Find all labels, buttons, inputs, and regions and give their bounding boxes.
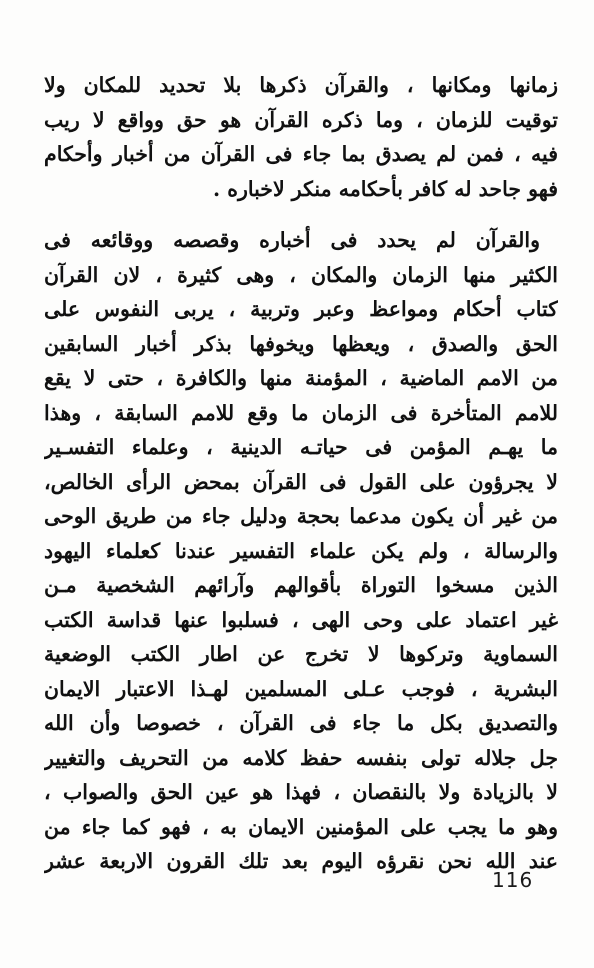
paragraph-2 bbox=[44, 223, 558, 879]
text-line: جل جلاله تولى بنفسه حفظ كلامه من التحريف والتغيير bbox=[44, 745, 558, 770]
text-line: الكثير منها الزمان والمكان ، وهى كثيرة ، لان القرآن bbox=[44, 262, 558, 287]
text-line: والقرآن لم يحدد فى أخباره وقصصه ووقائعه فى bbox=[44, 228, 540, 252]
text-line: عند الله نحن نقرؤه اليوم بعد تلك القرون الاربعة عشر bbox=[44, 849, 558, 873]
text-line: زمانها ومكانها ، والقرآن ذكرها بلا تحديد للمكان ولا bbox=[44, 73, 558, 97]
text-line: وهو ما يجب على المؤمنين الايمان به ، فهو كما جاء من bbox=[44, 814, 558, 839]
text-line: للامم المتأخرة فى الزمان ما وقع للامم السابقة ، وهذا bbox=[44, 400, 558, 425]
text-line: السماوية وتركوها لا تخرج عن اطار الكتب الوضعية bbox=[44, 642, 558, 666]
text-line: توقيت للزمان ، وما ذكره القرآن هو حق وواقع لا ريب bbox=[44, 107, 558, 132]
text-line: والرسالة ، ولم يكن علماء التفسير عندنا كعلماء اليهود bbox=[44, 538, 558, 563]
text-line: غير اعتماد على وحى الهى ، فسلبوا عنها قداسة الكتب bbox=[44, 607, 558, 632]
text-line: الذين مسخوا التوراة بأقوالهم وآرائهم الشخصية مـن bbox=[44, 573, 558, 597]
text-line: والتصديق بكل ما جاء فى القرآن ، خصوصا وأن الله bbox=[44, 711, 558, 735]
text-line: لا يجرؤون على القول فى القرآن بمحض الرأى الخالص، bbox=[44, 469, 558, 494]
paragraph-1 bbox=[44, 68, 558, 206]
text-line: كتاب أحكام ومواعظ وعبر وتربية ، يربى النفوس على bbox=[44, 297, 558, 321]
text-line: البشرية ، فوجب عـلى المسلمين لهـذا الاعتبار الايمان bbox=[44, 676, 558, 701]
text-line: من غير أن يكون مدعما بحجة ودليل جاء من طريق الوحى bbox=[44, 504, 558, 528]
text-line: الحق والصدق ، ويعظها ويخوفها بذكر أخبار السابقين bbox=[44, 331, 558, 356]
text-line: من الامم الماضية ، المؤمنة منها والكافرة ، حتى لا يقع bbox=[44, 366, 558, 390]
page-number: 116 bbox=[492, 868, 534, 892]
text-line: فهو جاحد له كافر بأحكامه منكر لاخباره . bbox=[212, 176, 558, 201]
text-line: فيه ، فمن لم يصدق بما جاء فى القرآن من أخبار وأحكام bbox=[44, 142, 558, 166]
text-line: ما يهـم المؤمن فى حياتـه الدينية ، وعلماء التفسـير bbox=[44, 435, 558, 459]
text-line: لا بالزيادة ولا بالنقصان ، فهذا هو عين الحق والصواب ، bbox=[44, 780, 558, 804]
